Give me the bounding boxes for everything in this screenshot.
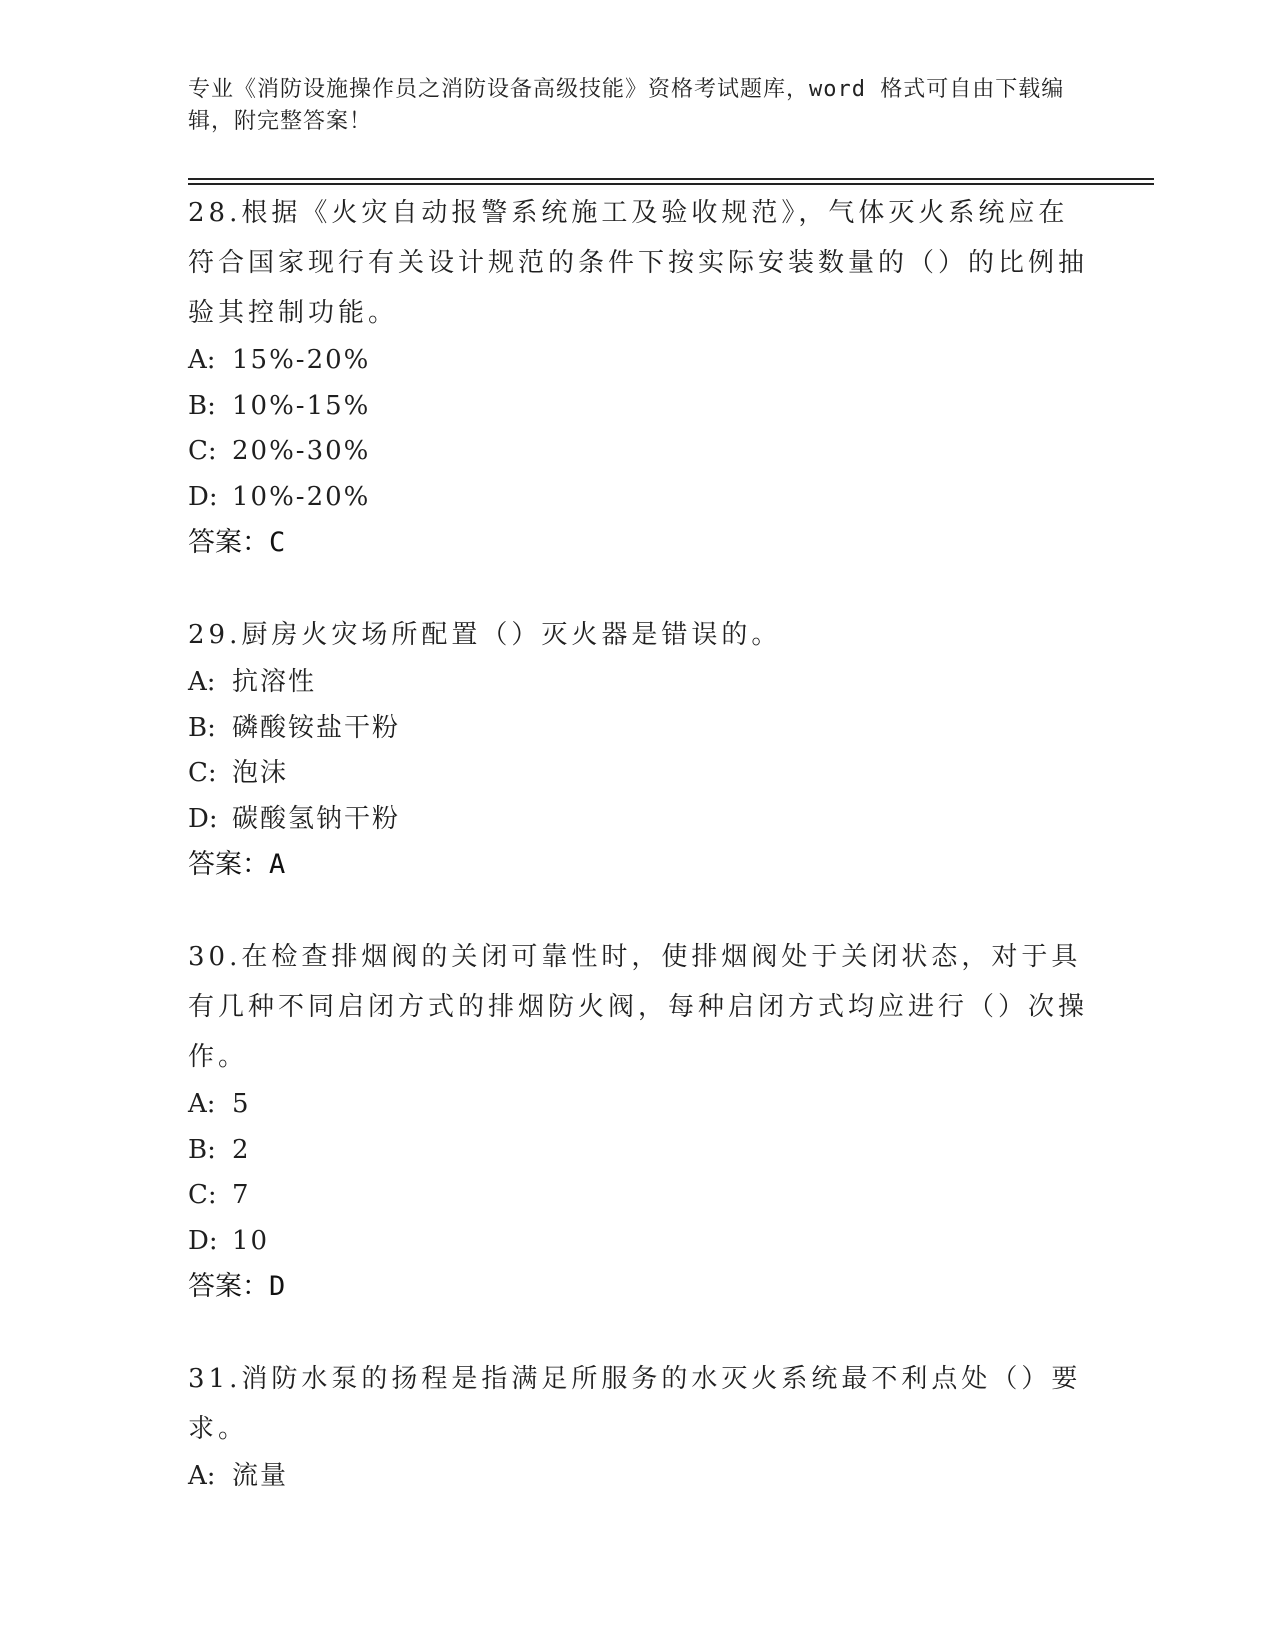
- option-a: [188, 338, 1088, 384]
- question-29: [188, 610, 1088, 888]
- question-stem: 29.厨房火灾场所配置（）灭火器是错误的。: [188, 620, 782, 650]
- option-letter: D:: [188, 803, 218, 834]
- document-header-note: 专业《消防设施操作员之消防设备高级技能》资格考试题库，word 格式可自由下载编辑，附完整答案！: [188, 77, 1065, 134]
- question-stem: 30.在检查排烟阀的关闭可靠性时，使排烟阀处于关闭状态，对于具有几种不同启闭方式的排烟防火阀，每种启闭方式均应进行（）次操作。: [188, 942, 1089, 1072]
- question-list: [188, 188, 1088, 1500]
- option-a: [188, 1454, 1088, 1500]
- option-text: 流量: [232, 1461, 289, 1491]
- option-letter: B:: [188, 1134, 216, 1165]
- question-28: [188, 188, 1088, 566]
- option-c: [188, 1173, 1088, 1219]
- option-a: [188, 660, 1088, 706]
- header-divider-top: [188, 178, 1154, 180]
- option-text: 10%-15%: [232, 390, 371, 421]
- option-b: [188, 384, 1088, 430]
- header-divider-bottom: [188, 183, 1154, 185]
- question-30: [188, 932, 1088, 1310]
- answer-line: 答案：A: [188, 849, 286, 880]
- option-text: 抗溶性: [232, 667, 317, 697]
- option-letter: C:: [188, 758, 217, 788]
- option-a: [188, 1082, 1088, 1128]
- option-text: 10%-20%: [232, 481, 371, 512]
- option-letter: A:: [188, 1461, 216, 1491]
- option-text: 2: [232, 1134, 251, 1165]
- option-text: 7: [232, 1180, 251, 1210]
- option-letter: A:: [188, 1089, 216, 1119]
- spacer: [188, 1310, 1088, 1354]
- question-stem: 28.根据《火灾自动报警系统施工及验收规范》，气体灭火系统应在符合国家现行有关设计规范的条件下按实际安装数量的（）的比例抽验其控制功能。: [188, 198, 1089, 328]
- answer-line: 答案：C: [188, 527, 286, 558]
- option-b: [188, 706, 1088, 752]
- option-letter: C:: [188, 1180, 217, 1210]
- option-letter: A:: [188, 345, 216, 375]
- option-text: 磷酸铵盐干粉: [232, 712, 401, 743]
- spacer: [188, 888, 1088, 932]
- option-text: 碳酸氢钠干粉: [232, 803, 401, 834]
- answer-line: 答案：D: [188, 1271, 286, 1302]
- option-text: 5: [232, 1089, 251, 1119]
- option-text: 20%-30%: [232, 436, 371, 466]
- option-d: [188, 797, 1088, 843]
- question-31: [188, 1354, 1088, 1500]
- spacer: [188, 566, 1088, 610]
- option-letter: D:: [188, 1225, 218, 1256]
- option-text: 15%-20%: [232, 345, 371, 375]
- option-letter: B:: [188, 390, 216, 421]
- option-letter: A:: [188, 667, 216, 697]
- option-c: [188, 751, 1088, 797]
- option-d: [188, 475, 1088, 521]
- option-letter: B:: [188, 712, 216, 743]
- option-text: 10: [232, 1225, 270, 1256]
- question-stem: 31.消防水泵的扬程是指满足所服务的水灭火系统最不利点处（）要求。: [188, 1364, 1082, 1444]
- option-letter: C:: [188, 436, 217, 466]
- option-d: [188, 1219, 1088, 1265]
- option-text: 泡沫: [232, 758, 289, 788]
- option-letter: D:: [188, 481, 218, 512]
- option-b: [188, 1128, 1088, 1174]
- option-c: [188, 429, 1088, 475]
